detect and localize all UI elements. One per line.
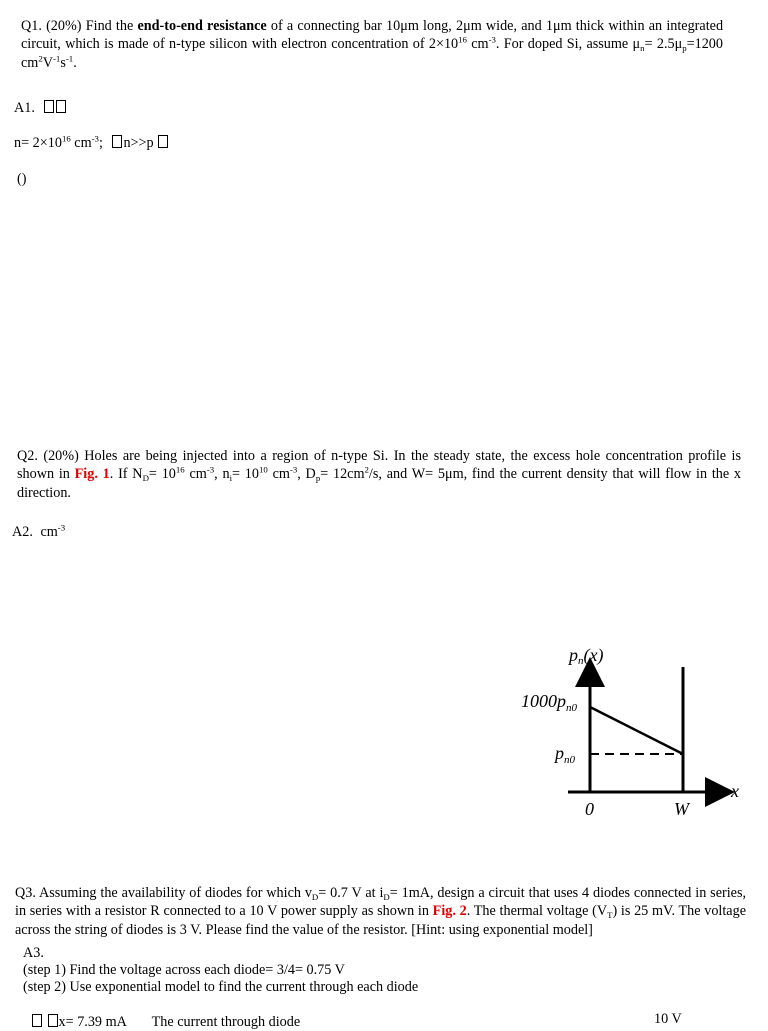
answer-3-label: A3. bbox=[23, 945, 44, 961]
q1-emphasis: end-to-end resistance bbox=[137, 18, 267, 34]
missing-glyph-box bbox=[56, 100, 66, 113]
missing-glyph-box bbox=[48, 1014, 58, 1027]
supply-voltage-label: 10 V bbox=[654, 1011, 682, 1027]
top-value-label: $1000p_{n0}$ bbox=[521, 691, 577, 714]
question-2: Q2. (20%) Holes are being injected into a region of n-type Si. In the steady state, the excess hole concentration profile is shown in Fig. 1. If $N_D= 10^{16}$ $cm^{-3}$, $n_i= 10^{10}$ $cm^{-3}$, $D_p= 12cm^2/s$, and W= 5μm, find the current density that will flow in the x direction. bbox=[17, 448, 742, 501]
answer-1-line: $n= 2\times 10^{16}$ $cm^{-3}$; n>>p bbox=[14, 134, 169, 152]
missing-glyph-box bbox=[32, 1014, 42, 1027]
q1-weight: (20%) bbox=[46, 18, 82, 34]
answer-1-label: A1. bbox=[14, 99, 67, 117]
figure-1-hole-profile bbox=[510, 640, 760, 830]
q1-label: Q1. bbox=[21, 18, 42, 34]
x-axis-label: x bbox=[731, 781, 739, 801]
answer-2-label: A2. $cm^{-3}$ bbox=[12, 522, 66, 540]
answer-3 bbox=[23, 945, 418, 996]
base-value-label: $p_{n0}$ bbox=[555, 743, 575, 766]
fig-1-reference: Fig. 1 bbox=[74, 466, 110, 483]
question-1: Q1. (20%) Find the end-to-end resistance of a connecting bar 10μm long, 2μm wide, and 1μm thick within an integrated circuit, which is made of n-type silicon with electron concentration of $2\times 10^{16}$ $cm^{-3}$. For doped Si, assume $\mu_n= 2.5\mu_p=1200$ $cm^2V^{-1}s^{-1}$. bbox=[21, 18, 724, 71]
missing-glyph-box bbox=[44, 100, 54, 113]
answer-3-step-3: x= 7.39 mA The current through diode bbox=[31, 1013, 300, 1031]
answer-3-step-1: (step 1) Find the voltage across each diode= 3/4= 0.75 V bbox=[23, 962, 345, 978]
question-3: Q3. Assuming the availability of diodes for which $v_D= 0.7$ V at $i_D= 1mA$, design a circuit that uses 4 diodes connected in series, in series with a resistor R connected to a 10 V power supply as shown in Fig. 2. The thermal voltage $(V_T)$ is 25 mV. The voltage across the string of diodes is 3 V. Please find the value of the resistor. [Hint: using exponential model] bbox=[15, 885, 747, 938]
missing-glyph-box bbox=[158, 135, 168, 148]
answer-1-paren: () bbox=[17, 171, 27, 187]
answer-3-step-2: (step 2) Use exponential model to find the current through each diode bbox=[23, 979, 419, 995]
hole-profile-line bbox=[590, 707, 683, 754]
y-axis-label: pn(x) bbox=[569, 645, 604, 667]
x-end-label: W bbox=[674, 799, 689, 819]
missing-glyph-box bbox=[112, 135, 122, 148]
x-start-label: 0 bbox=[585, 799, 594, 819]
fig-2-reference: Fig. 2 bbox=[432, 903, 467, 920]
